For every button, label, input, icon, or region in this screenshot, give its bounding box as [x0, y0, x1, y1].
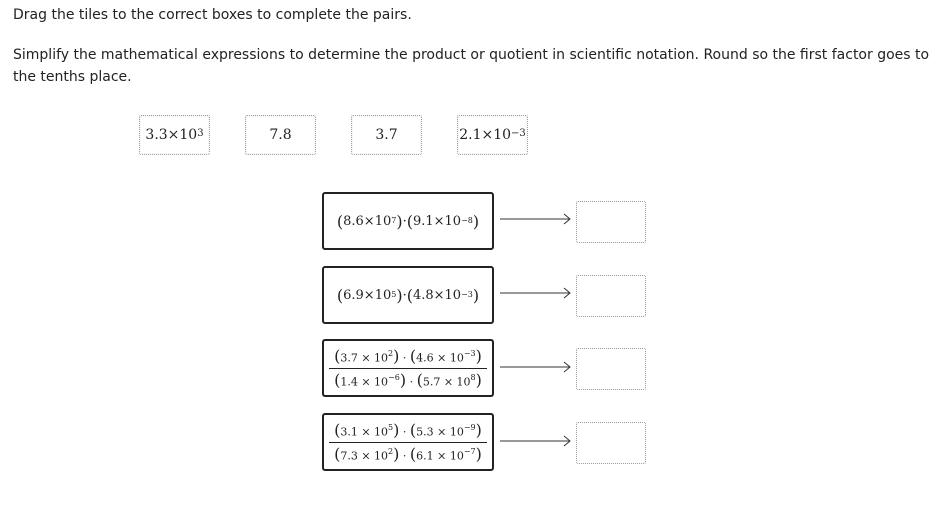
- expr-3-fraction-bar: [329, 368, 487, 369]
- tile-4-exponent: −3: [511, 127, 526, 139]
- expr-2-factor-a: 6.9×10: [343, 287, 392, 303]
- tile-2-value: 7.8: [269, 127, 292, 143]
- expr-1-factor-b: 9.1×10: [412, 213, 462, 229]
- expr-3-num-factor-b: 4.6 × 10: [416, 351, 464, 365]
- expr-4-den-exp-a: 2: [388, 446, 394, 456]
- expression-2: ( 6.9×10 $^5$ ) · ( 4.8×10 $^{-3}$ ): [322, 266, 494, 324]
- expr-1-factor-a: 8.6×10: [343, 213, 392, 229]
- expr-3-num-exp-a: 2: [388, 348, 394, 358]
- expr-4-den-exp-b: −7: [463, 446, 476, 456]
- expr-1-exp-a: 7: [391, 215, 397, 225]
- expr-3-den-exp-b: 8: [470, 372, 476, 382]
- expression-4: [322, 413, 494, 471]
- tile-4[interactable]: [457, 115, 528, 155]
- expr-3-den-factor-b: 5.7 × 10: [422, 375, 471, 389]
- arrow-4-icon: [500, 435, 572, 447]
- expr-4-num-factor-b: 5.3 × 10: [416, 425, 464, 439]
- tile-3[interactable]: [351, 115, 422, 155]
- arrow-2-icon: [500, 287, 572, 299]
- expression-3: [322, 339, 494, 397]
- drop-box-2[interactable]: [576, 275, 646, 317]
- expr-4-den-factor-a: 7.3 × 10: [340, 449, 389, 463]
- expr-2-exp-b: −3: [461, 289, 473, 299]
- expr-4-num-factor-a: 3.1 × 10: [340, 425, 389, 439]
- expr-4-den-factor-b: 6.1 × 10: [416, 449, 464, 463]
- tile-2[interactable]: [245, 115, 316, 155]
- expr-4-num-exp-b: −9: [463, 422, 476, 432]
- expr-4-num-exp-a: 5: [388, 422, 394, 432]
- expr-1-exp-b: −8: [461, 215, 473, 225]
- expr-2-exp-a: 5: [391, 289, 397, 299]
- expr-3-num-exp-b: −3: [463, 348, 476, 358]
- expr-3-denominator: $(1.4 \times 10^{-6}) \cdot (5.7 \times 10^8)$: [334, 370, 482, 390]
- expr-4-denominator: $(7.3 \times 10^2) \cdot (6.1 \times 10^{-7})$: [334, 444, 482, 464]
- expression-1: ( 8.6×10 $^7$ ) · ( 9.1×10 $^{-8}$ ): [322, 192, 494, 250]
- expr-2-factor-b: 4.8×10: [412, 287, 462, 303]
- expr-4-numerator: $(3.1 \times 10^5) \cdot (5.3 \times 10^{-9})$: [334, 420, 482, 440]
- expr-3-num-factor-a: 3.7 × 10: [340, 351, 389, 365]
- tile-1-exponent: 3: [197, 127, 204, 139]
- arrow-1-icon: [500, 213, 572, 225]
- instruction-drag: Drag the tiles to the correct boxes to complete the pairs.: [13, 7, 412, 23]
- drop-box-4[interactable]: [576, 422, 646, 464]
- tile-3-value: 3.7: [375, 127, 398, 143]
- expr-4-fraction-bar: [329, 442, 487, 443]
- arrow-3-icon: [500, 361, 572, 373]
- expr-3-den-exp-a: −6: [388, 372, 400, 382]
- drop-box-1[interactable]: [576, 201, 646, 243]
- tile-1[interactable]: [139, 115, 210, 155]
- drop-box-3[interactable]: [576, 348, 646, 390]
- expr-3-den-factor-a: 1.4 × 10: [340, 375, 389, 389]
- instruction-simplify: Simplify the mathematical expressions to determine the product or quotient in scientific notation. Round so the first factor goes to the tenths place.: [13, 47, 930, 85]
- tile-1-base: 3.3×10: [145, 127, 198, 143]
- tile-4-base: 2.1×10: [459, 127, 512, 143]
- expr-3-numerator: $(3.7 \times 10^2) \cdot (4.6 \times 10^{-3})$: [334, 346, 482, 366]
